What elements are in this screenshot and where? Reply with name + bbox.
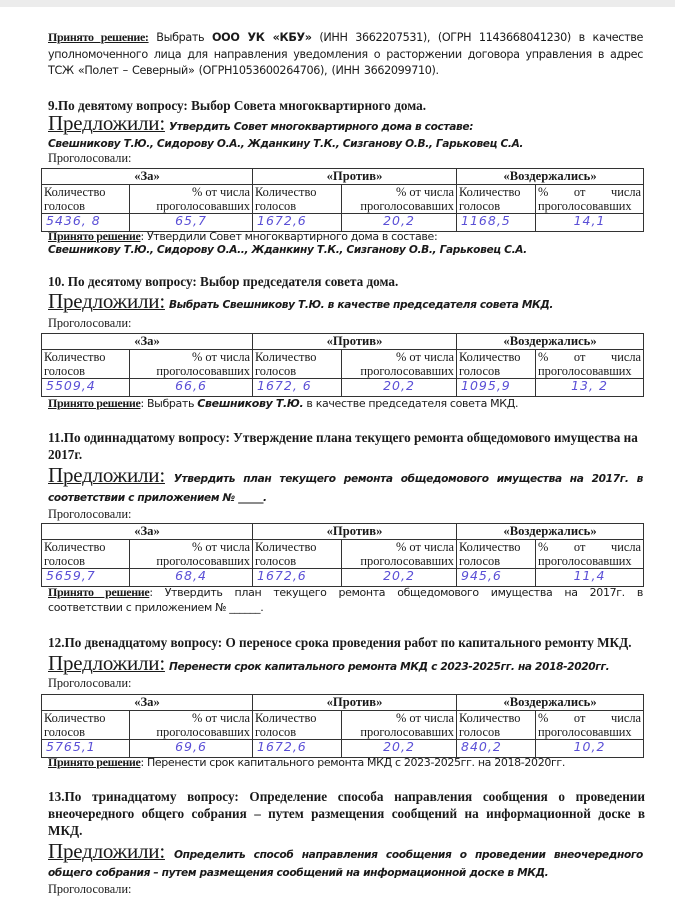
header-percent: % от числа проголосовавших: [536, 185, 644, 214]
header-percent: % от числа проголосовавших: [130, 711, 253, 740]
proposal-text-line2: общего собрания – путем размещения сообщений на информационной доске в МКД.: [48, 867, 549, 879]
header-abstained: «Воздержались»: [457, 695, 644, 711]
header-against: «Против»: [253, 334, 457, 350]
header-for: «За»: [42, 524, 253, 540]
header-percent: % от числа проголосовавших: [342, 540, 457, 569]
header-abstained: «Воздержались»: [457, 169, 644, 185]
decision-text: в качестве председателя совета МКД.: [303, 397, 519, 410]
decision-label: Принято решение: [48, 396, 141, 410]
question-title: 10. По десятому вопросу: Выбор председателя совета дома.: [48, 274, 399, 289]
decision-text: : Утвердить план текущего ремонта общедомового имущества на 2017г. в: [149, 586, 643, 599]
page-top-margin: [0, 0, 675, 7]
proposal: [48, 651, 609, 676]
decision-line: ТСЖ «Полет – Северный» (ОГРН1053600264706), (ИНН 3662099710).: [48, 64, 439, 77]
abstained-count: 945,6: [457, 569, 536, 587]
question-title-line: внеочередного общего собрания – путем размещения сообщений на информационной доске в: [48, 806, 645, 821]
header-count: Количество голосов: [457, 540, 536, 569]
decision-label: Принято решение: [48, 229, 141, 243]
decision-text: : Утвердили Совет многоквартирного дома в составе:: [140, 230, 438, 243]
question-title-line: 2017г.: [48, 447, 83, 462]
abstained-percent: 13, 2: [536, 379, 644, 397]
voted-label: Проголосовали:: [48, 316, 132, 330]
against-percent: 20,2: [342, 740, 457, 758]
header-percent: % от числа проголосовавших: [130, 350, 253, 379]
decision-label: Принято решение: [48, 755, 141, 769]
proposal: [48, 463, 643, 488]
decision: [48, 396, 518, 411]
question-title: [48, 788, 645, 839]
proposal-text: Выбрать Свешникову Т.Ю. в качестве председателя совета МКД.: [168, 299, 554, 311]
against-count: 1672,6: [253, 214, 342, 232]
for-percent: 68,4: [130, 569, 253, 587]
proposal-text-line2: соответствии с приложением № _____.: [48, 492, 267, 504]
table-row: [42, 379, 644, 397]
proposal-text: Утвердить Совет многоквартирного дома в составе:: [168, 121, 474, 133]
proposed-label: Предложили:: [48, 839, 165, 863]
header-count: Количество голосов: [42, 185, 130, 214]
vote-table: [41, 168, 644, 232]
header-count: Количество голосов: [42, 711, 130, 740]
abstained-count: 840,2: [457, 740, 536, 758]
decision-text: : Выбрать: [140, 397, 198, 410]
council-names: Свешникову Т.Ю., Сидорову О.А., Жданкину Т.К., Сизганову О.В., Гарьковец С.А.: [48, 138, 524, 150]
abstained-count: 1095,9: [457, 379, 536, 397]
chairman-name: Свешникову Т.Ю.: [197, 397, 304, 410]
proposed-label: Предложили:: [48, 111, 165, 135]
decision-names: Свешникову Т.Ю., Сидорову О.А.., Жданкину Т.К., Сизганову О.В., Гарьковец С.А.: [48, 244, 527, 256]
header-against: «Против»: [253, 695, 457, 711]
voted-label: Проголосовали:: [48, 882, 132, 896]
for-count: 5659,7: [42, 569, 130, 587]
proposal: [48, 839, 643, 864]
for-percent: 66,6: [130, 379, 253, 397]
for-count: 5509,4: [42, 379, 130, 397]
voted-label: Проголосовали:: [48, 507, 132, 521]
header-against: «Против»: [253, 169, 457, 185]
question-title-line: 13.По тринадцатому вопросу: Определение способа направления сообщения о проведении: [48, 789, 645, 804]
proposed-label: Предложили:: [48, 289, 165, 313]
header-percent: % от числа проголосовавших: [130, 185, 253, 214]
decision-label: Принято решение: [48, 585, 150, 599]
header-count: Количество голосов: [42, 540, 130, 569]
for-count: 5765,1: [42, 740, 130, 758]
voted-label: Проголосовали:: [48, 676, 132, 690]
against-count: 1672,6: [253, 740, 342, 758]
header-count: Количество голосов: [253, 350, 342, 379]
header-percent: % от числа проголосовавших: [342, 711, 457, 740]
company-name: ООО УК «КБУ»: [212, 31, 312, 44]
question-title: 9.По девятому вопросу: Выбор Совета многоквартирного дома.: [48, 98, 426, 113]
decision-text: (ИНН 3662207531), (ОГРН 1143668041230) в качестве: [311, 31, 644, 44]
header-percent: % от числа проголосовавших: [342, 185, 457, 214]
for-count: 5436, 8: [42, 214, 130, 232]
proposal-text: Перенести срок капитального ремонта МКД с 2023-2025гг. на 2018-2020гг.: [168, 661, 610, 673]
header-percent: % от числа проголосовавших: [536, 711, 644, 740]
header-count: Количество голосов: [253, 185, 342, 214]
header-count: Количество голосов: [457, 185, 536, 214]
voted-label: Проголосовали:: [48, 151, 132, 165]
decision: [48, 585, 643, 600]
for-percent: 69,6: [130, 740, 253, 758]
against-percent: 20,2: [342, 214, 457, 232]
abstained-percent: 14,1: [536, 214, 644, 232]
decision-text: Выбрать: [148, 31, 213, 44]
proposal-text: Утвердить план текущего ремонта общедомового имущества на 2017г. в: [173, 473, 643, 485]
decision: [48, 755, 565, 770]
abstained-count: 1168,5: [457, 214, 536, 232]
decision-line2: соответствии с приложением № ______.: [48, 601, 264, 614]
question-title: 12.По двенадцатому вопросу: О переносе срока проведения работ по капитального ремонту МКД.: [48, 635, 632, 650]
header-percent: % от числа проголосовавших: [536, 350, 644, 379]
header-abstained: «Воздержались»: [457, 334, 644, 350]
header-for: «За»: [42, 695, 253, 711]
header-count: Количество голосов: [457, 711, 536, 740]
question-title-line: МКД.: [48, 823, 83, 838]
proposal: [48, 111, 473, 136]
question-title: [48, 429, 648, 463]
header-abstained: «Воздержались»: [457, 524, 644, 540]
vote-table: [41, 333, 644, 397]
header-percent: % от числа проголосовавших: [536, 540, 644, 569]
header-for: «За»: [42, 169, 253, 185]
for-percent: 65,7: [130, 214, 253, 232]
decision-text: : Перенести срок капитального ремонта МКД с 2023-2025гг. на 2018-2020гг.: [140, 756, 566, 769]
decision-label: Принято решение:: [48, 30, 149, 44]
header-percent: % от числа проголосовавших: [342, 350, 457, 379]
header-count: Количество голосов: [253, 540, 342, 569]
header-percent: % от числа проголосовавших: [130, 540, 253, 569]
decision: [48, 229, 437, 244]
vote-table: [41, 694, 644, 758]
against-count: 1672,6: [253, 569, 342, 587]
against-percent: 20,2: [342, 379, 457, 397]
header-count: Количество голосов: [42, 350, 130, 379]
proposal: [48, 289, 553, 314]
question-title-line: 11.По одиннадцатому вопросу: Утверждение плана текущего ремонта общедомового имущества на: [48, 430, 638, 445]
header-count: Количество голосов: [457, 350, 536, 379]
table-row: [42, 569, 644, 587]
against-count: 1672, 6: [253, 379, 342, 397]
decision-line: уполномоченного лица для направления уведомления о расторжении договора управления в адрес: [48, 47, 643, 61]
abstained-percent: 10,2: [536, 740, 644, 758]
proposal-text: Определить способ направления сообщения о проведении внеочередного: [173, 849, 643, 861]
intro-decision: [48, 29, 643, 80]
abstained-percent: 11,4: [536, 569, 644, 587]
proposed-label: Предложили:: [48, 463, 165, 487]
vote-table: [41, 523, 644, 587]
header-for: «За»: [42, 334, 253, 350]
header-count: Количество голосов: [253, 711, 342, 740]
header-against: «Против»: [253, 524, 457, 540]
proposed-label: Предложили:: [48, 651, 165, 675]
against-percent: 20,2: [342, 569, 457, 587]
